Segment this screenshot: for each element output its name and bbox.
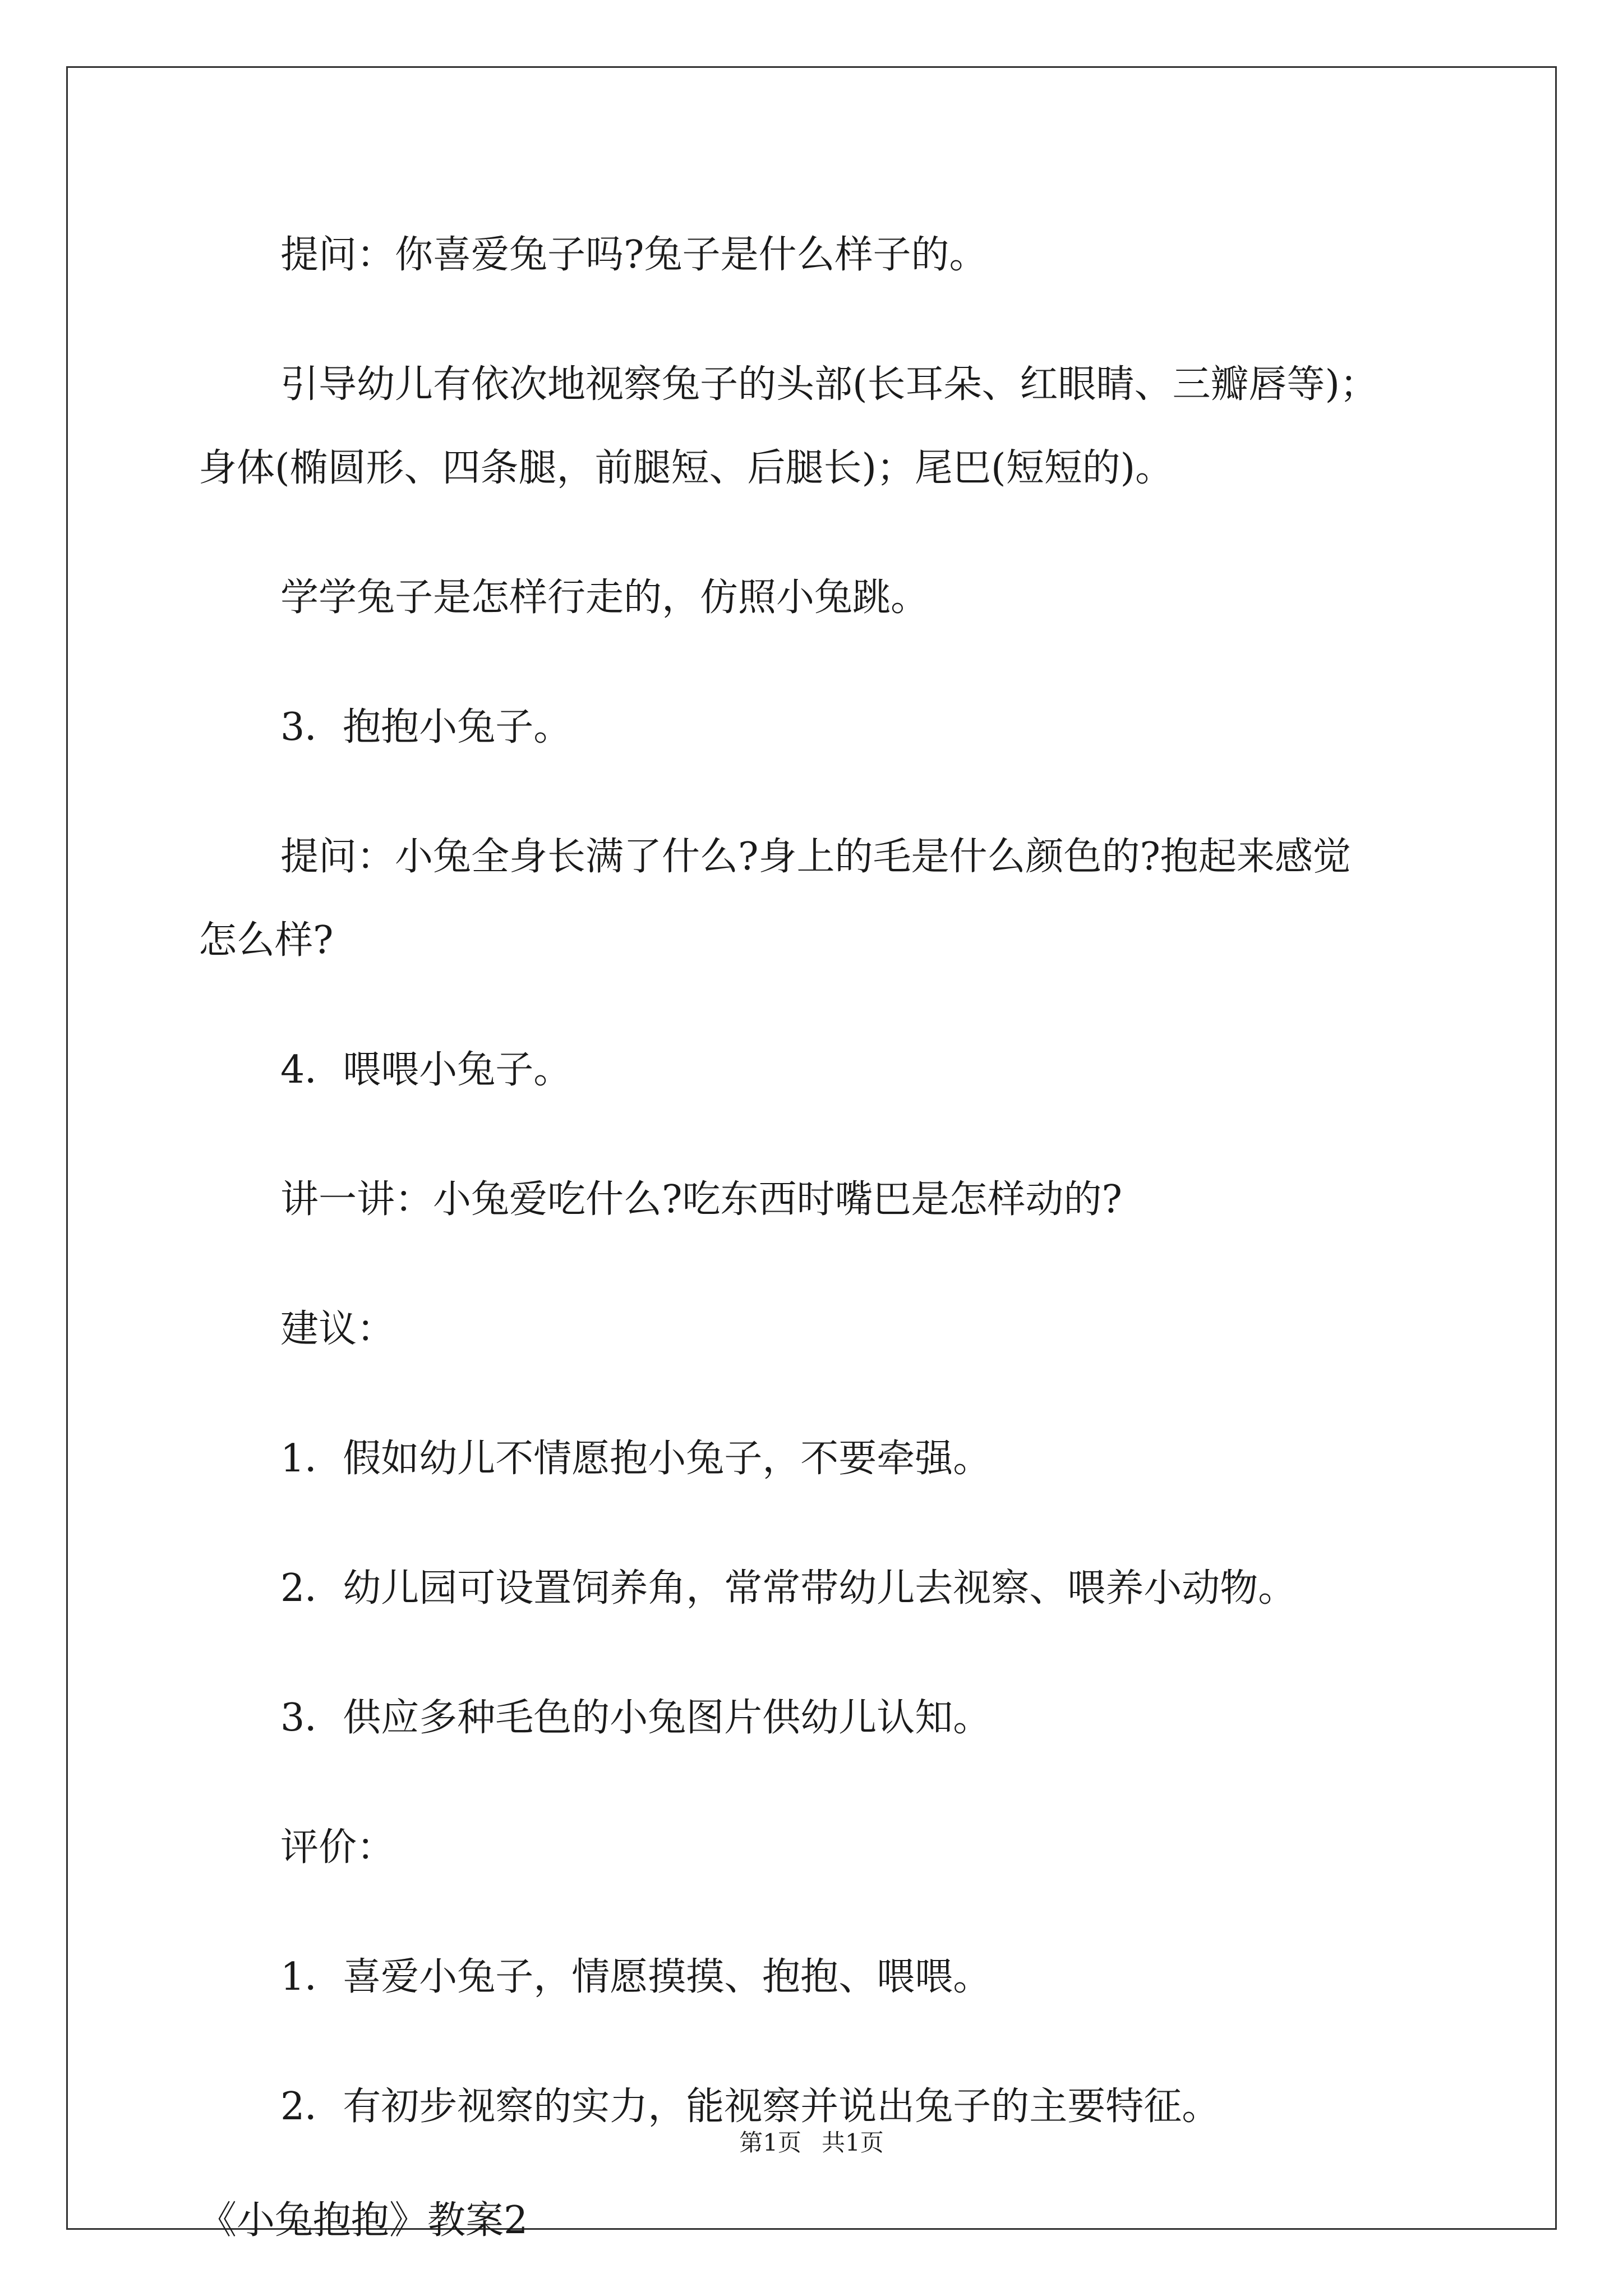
paragraph-suggestion-1: 1．假如幼儿不情愿抱小兔子，不要牵强。 — [280, 1437, 992, 1481]
paragraph-evaluation-1: 1．喜爱小兔子，情愿摸摸、抱抱、喂喂。 — [280, 1955, 992, 1999]
paragraph-suggestion-3: 3．供应多种毛色的小兔图片供幼儿认知。 — [280, 1696, 992, 1740]
paragraph-question-2-cont: 怎么样? — [199, 918, 334, 963]
paragraph-step-3: 3．抱抱小兔子。 — [280, 705, 572, 749]
paragraph-evaluation-heading: 评价： — [280, 1825, 395, 1870]
paragraph-evaluation-2: 2．有初步视察的实力，能视察并说出兔子的主要特征。 — [280, 2085, 1220, 2129]
paragraph-suggestion-heading: 建议： — [280, 1307, 395, 1351]
page-number-current: 第1页 — [739, 2129, 801, 2156]
page-footer — [0, 2126, 1623, 2160]
paragraph-observe-body: 身体(椭圆形、四条腿，前腿短、后腿长)；尾巴(短短的)。 — [199, 446, 1174, 490]
paragraph-step-4: 4．喂喂小兔子。 — [280, 1048, 572, 1092]
document-body — [199, 213, 1432, 2262]
paragraph-observe-head: 引导幼儿有依次地视察兔子的头部(长耳朵、红眼睛、三瓣唇等)； — [280, 362, 1378, 407]
paragraph-talk: 讲一讲：小兔爱吃什么?吃东西时嘴巴是怎样动的? — [280, 1177, 1122, 1222]
section-heading: 《小兔抱抱》教案2 — [199, 2198, 528, 2243]
paragraph-suggestion-2: 2．幼儿园可设置饲养角，常常带幼儿去视察、喂养小动物。 — [280, 1566, 1297, 1611]
paragraph-question-1: 提问：你喜爱兔子吗?兔子是什么样子的。 — [280, 233, 988, 277]
paragraph-imitate: 学学兔子是怎样行走的，仿照小兔跳。 — [280, 576, 929, 620]
paragraph-question-2: 提问：小兔全身长满了什么?身上的毛是什么颜色的?抱起来感觉 — [280, 835, 1351, 879]
page-number-total: 共1页 — [822, 2129, 884, 2156]
